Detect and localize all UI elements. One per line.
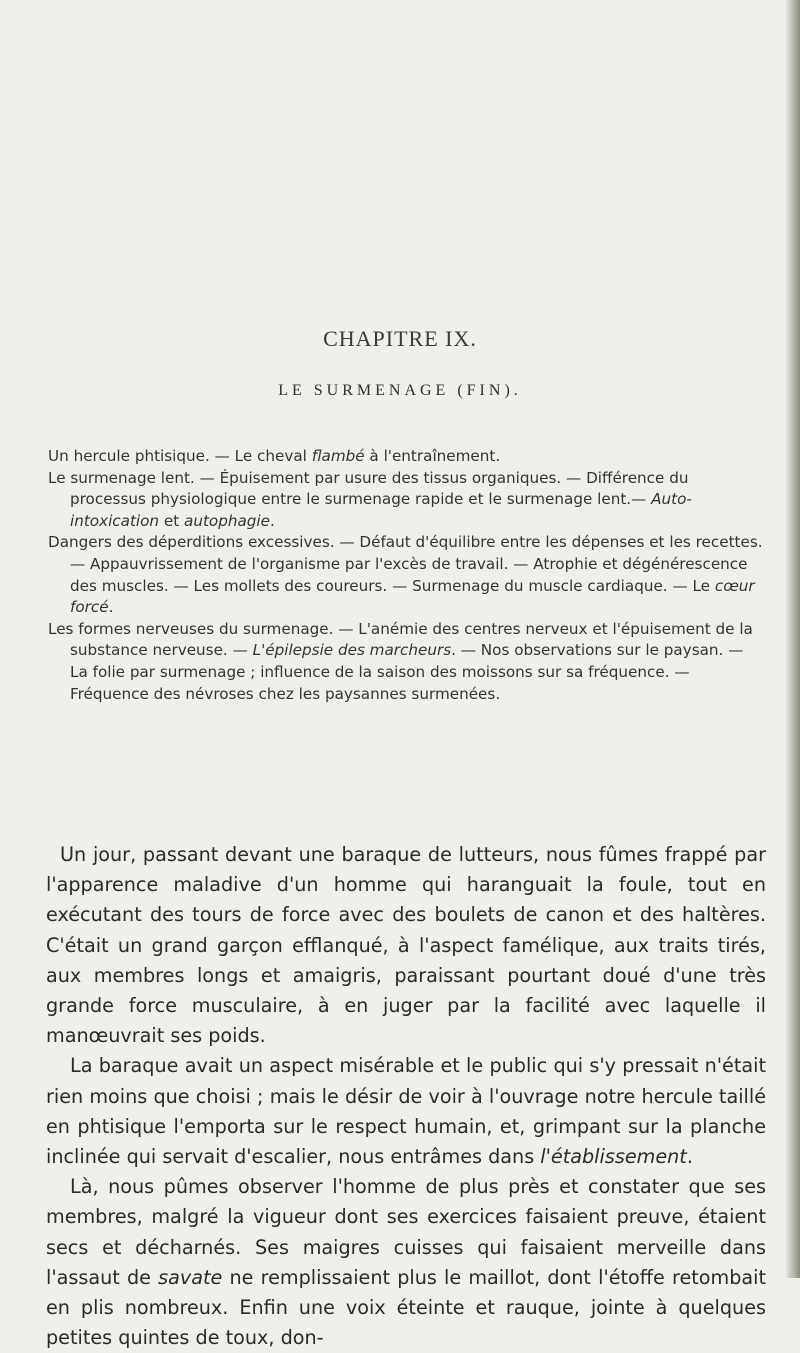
summary-item: Un hercule phtisique. — Le cheval flambé à l'entraînement.	[48, 447, 501, 465]
summary-item: Les formes nerveuses du surmenage. — L'anémie des centres nerveux et l'épuisement de la substance nerveuse. — L'épilepsie des marcheurs. — Nos observations sur le paysan. — La folie par surmenage ; influence de la saison des moissons sur sa fréquence. — Fréquence des névroses chez les paysannes surmenées.	[48, 619, 753, 703]
paragraph: Un jour, passant devant une baraque de lutteurs, nous fûmes frappé par l'apparence maladive d'un homme qui haranguait la foule, tout en exécutant des tours de force avec des boulets de canon et des haltères. C'était un grand garçon efflanqué, à l'aspect famélique, aux traits tirés, aux membres longs et amaigris, paraissant pourtant doué d'une très grande force musculaire, à en juger par la facilité avec laquelle il manœuvrait ses poids.	[46, 843, 766, 1048]
summary-item: Le surmenage lent. — Épuisement par usure des tissus organiques. — Différence du processus physiologique entre le surmenage rapide et le surmenage lent.— Auto-intoxication et autophagie.	[48, 468, 692, 530]
chapter-summary	[48, 446, 763, 705]
paragraph: La baraque avait un aspect misérable et le public qui s'y pressait n'était rien moins que choisi ; mais le désir de voir à l'ouvrage notre hercule taillé en phtisique l'emporta sur le respect humain, et, grimpant sur la planche inclinée qui servait d'escalier, nous entrâmes dans l'établissement.	[46, 1054, 766, 1169]
page-edge	[786, 0, 800, 1278]
summary-item: Dangers des déperditions excessives. — Défaut d'équilibre entre les dépenses et les recettes. — Appauvrissement de l'organisme par l'excès de travail. — Atrophie et dégénérescence des muscles. — Les mollets des coureurs. — Surmenage du muscle cardiaque. — Le cœur forcé.	[48, 533, 763, 617]
chapter-title: CHAPITRE IX.	[323, 326, 477, 351]
paragraph: Là, nous pûmes observer l'homme de plus près et constater que ses membres, malgré la vigueur dont ses exercices faisaient preuve, étaient secs et décharnés. Ses maigres cuisses qui faisaient merveille dans l'assaut de savate ne remplissaient plus le maillot, dont l'étoffe retombait en plis nombreux. Enfin une voix éteinte et rauque, jointe à quelques petites quintes de toux, don-	[46, 1175, 767, 1350]
body-text	[46, 840, 766, 1353]
section-title: LE SURMENAGE (FIN).	[278, 382, 522, 399]
